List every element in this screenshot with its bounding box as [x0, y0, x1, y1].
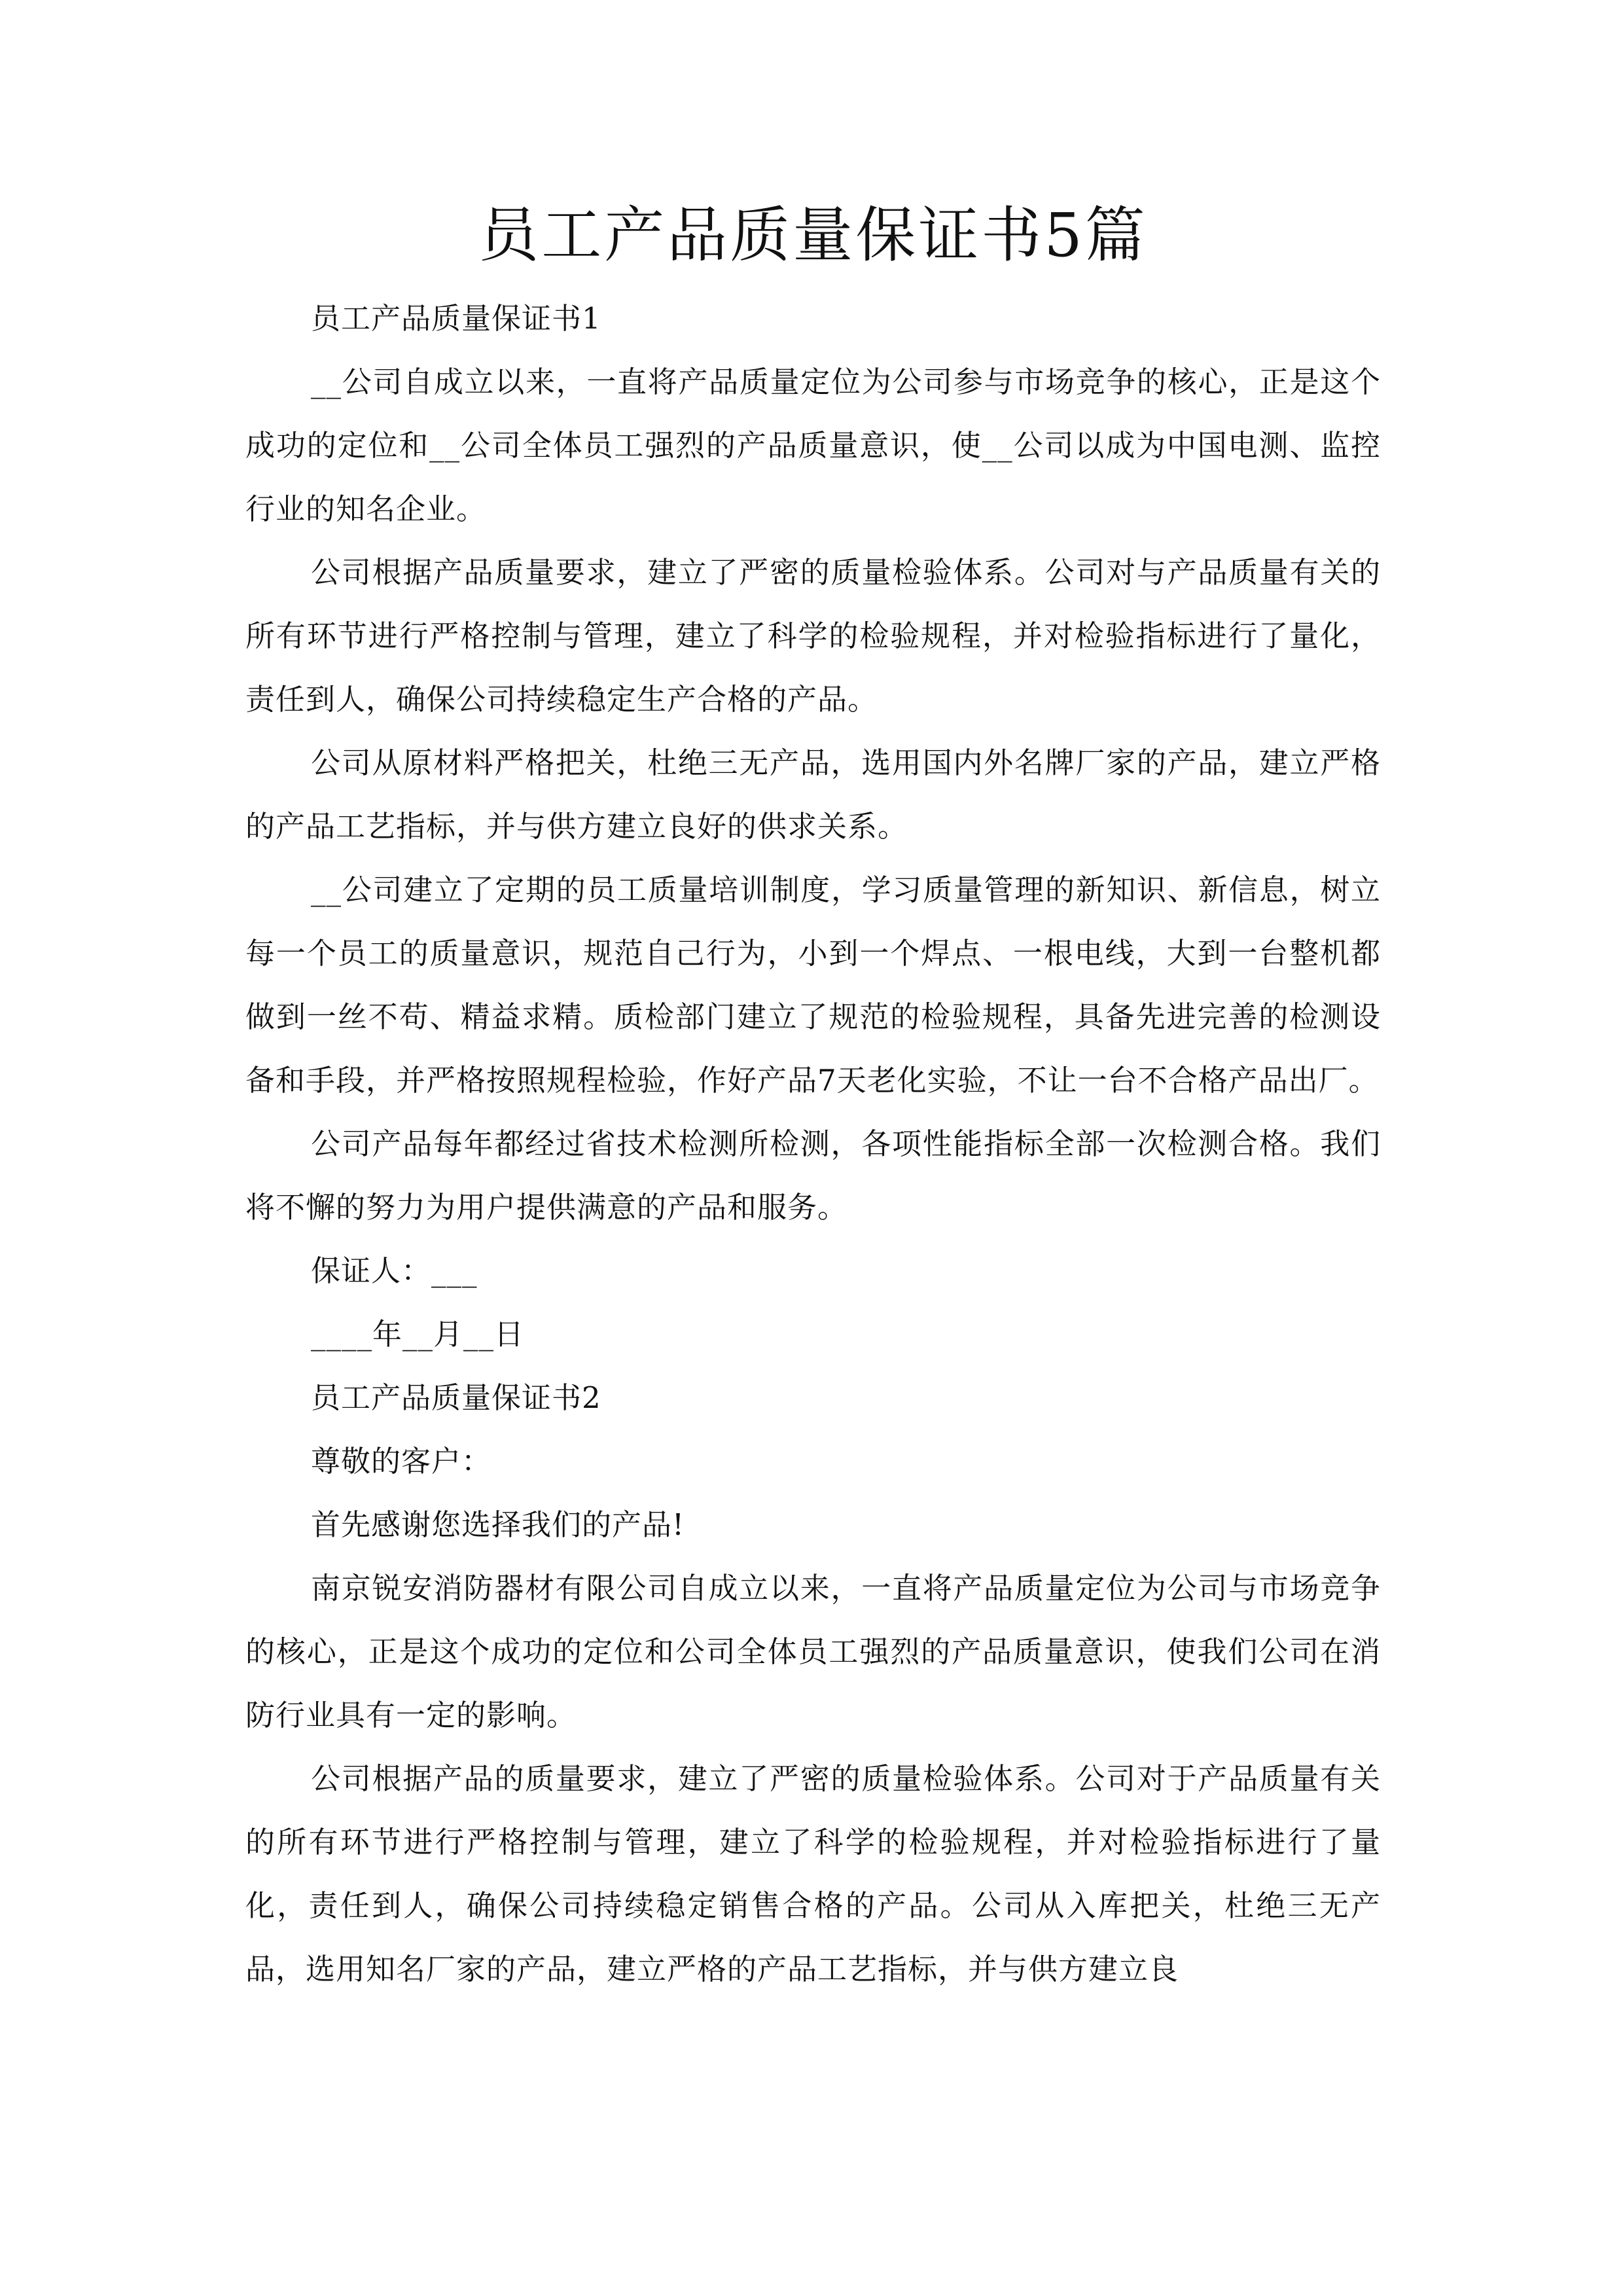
section-heading-1: 员工产品质量保证书1	[311, 301, 601, 336]
paragraph: 南京锐安消防器材有限公司自成立以来，一直将产品质量定位为公司与市场竞争的核心，正是这个成功的定位和公司全体员工强烈的产品质量意识，使我们公司在消防行业具有一定的影响。	[245, 1571, 1381, 1732]
date-line: ____年__月__日	[311, 1317, 525, 1352]
paragraph: 公司从原材料严格把关，杜绝三无产品，选用国内外名牌厂家的产品，建立严格的产品工艺指标，并与供方建立良好的供求关系。	[245, 745, 1381, 844]
paragraph: 公司根据产品质量要求，建立了严密的质量检验体系。公司对与产品质量有关的所有环节进行严格控制与管理，建立了科学的检验规程，并对检验指标进行了量化，责任到人，确保公司持续稳定生产合格的产品。	[245, 555, 1381, 717]
salutation: 尊敬的客户：	[311, 1444, 492, 1479]
document-body	[245, 287, 1381, 2001]
section-heading-2: 员工产品质量保证书2	[311, 1380, 601, 1415]
paragraph: 公司根据产品的质量要求，建立了严密的质量检验体系。公司对于产品质量有关的所有环节进行严格控制与管理，建立了科学的检验规程，并对检验指标进行了量化，责任到人，确保公司持续稳定销售合格的产品。公司从入库把关，杜绝三无产品，选用知名厂家的产品，建立严格的产品工艺指标，并与供方建立良	[245, 1761, 1381, 1986]
paragraph: 首先感谢您选择我们的产品!	[311, 1507, 685, 1542]
paragraph: 公司产品每年都经过省技术检测所检测，各项性能指标全部一次检测合格。我们将不懈的努力为用户提供满意的产品和服务。	[245, 1126, 1381, 1225]
paragraph: __公司建立了定期的员工质量培训制度，学习质量管理的新知识、新信息，树立每一个员工的质量意识，规范自己行为，小到一个焊点、一根电线，大到一台整机都做到一丝不苟、精益求精。质检部门建立了规范的检验规程，具备先进完善的检测设备和手段，并严格按照规程检验，作好产品7天老化实验，不让一台不合格产品出厂。	[245, 872, 1381, 1098]
document-title: 员工产品质量保证书5篇	[478, 200, 1148, 270]
guarantor-line: 保证人：___	[311, 1253, 478, 1288]
paragraph: __公司自成立以来，一直将产品质量定位为公司参与市场竞争的核心，正是这个成功的定位和__公司全体员工强烈的产品质量意识，使__公司以成为中国电测、监控行业的知名企业。	[245, 365, 1381, 526]
